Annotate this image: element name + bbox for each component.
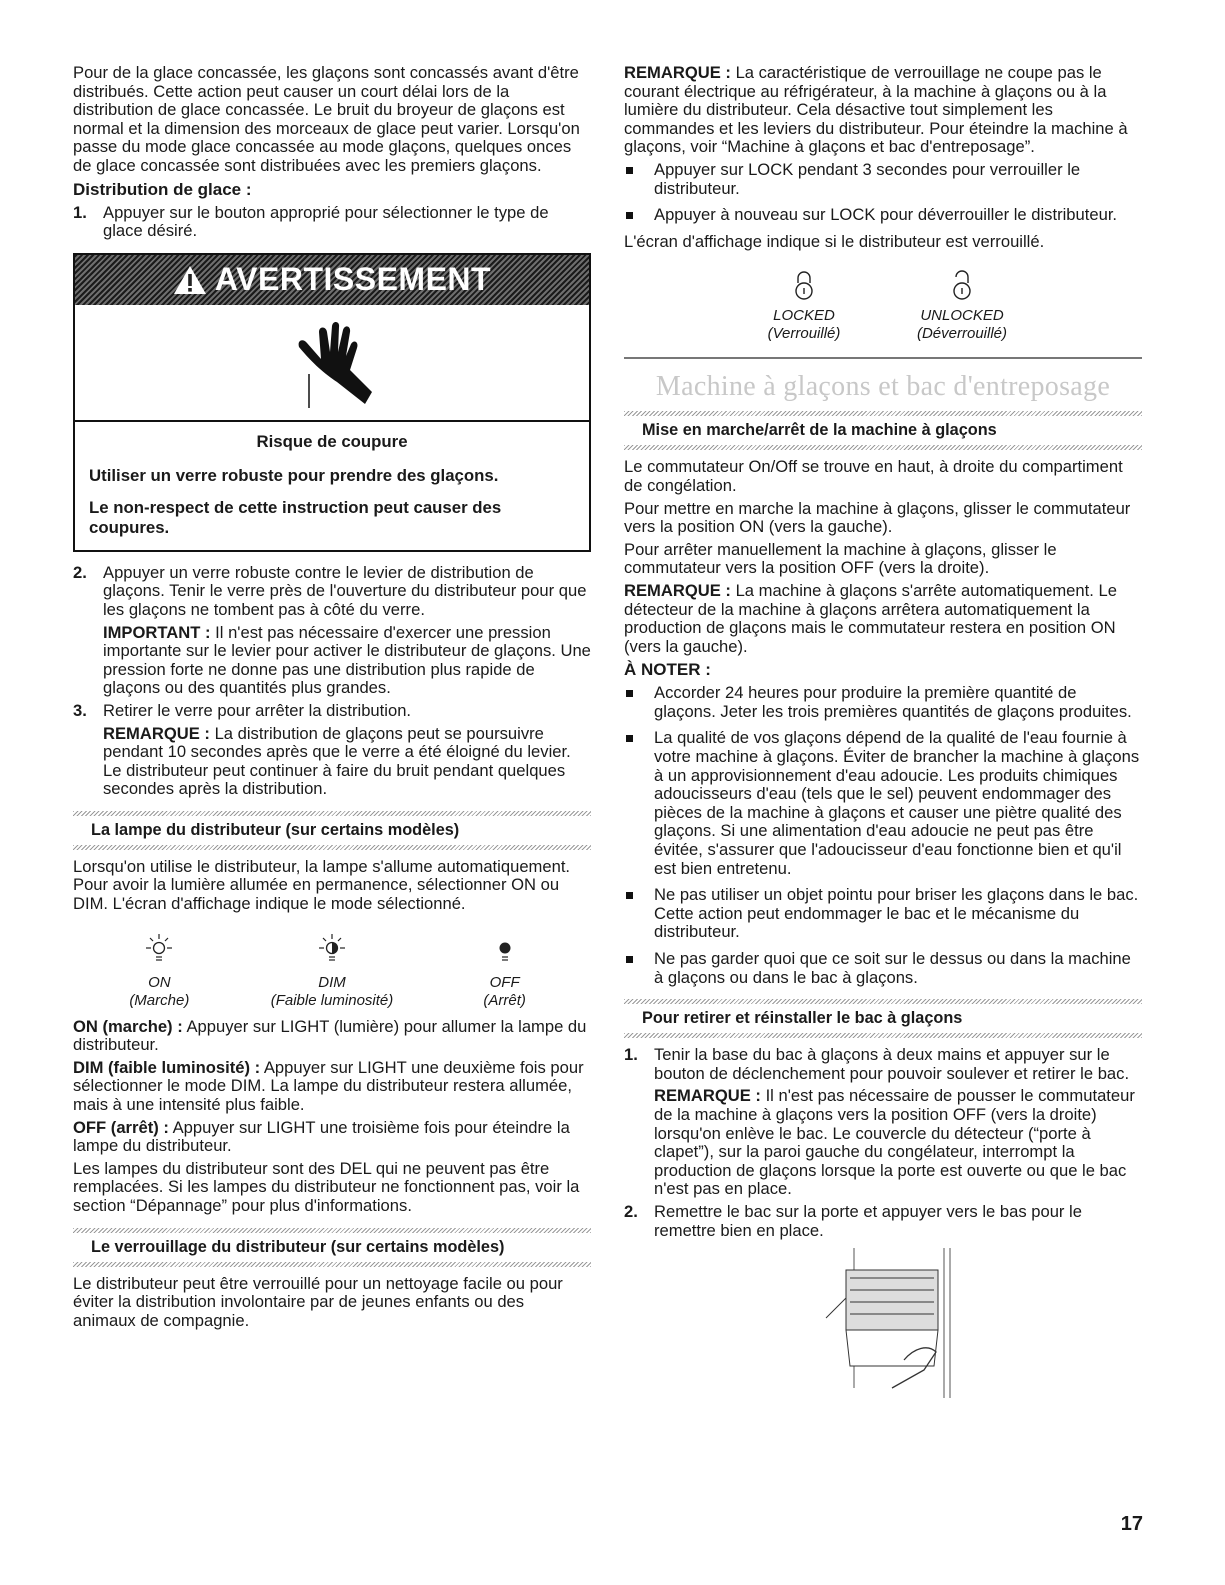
- bulb-dim-icon: [317, 932, 347, 968]
- light-on-sublabel: (Marche): [129, 991, 190, 1009]
- step-number: 2.: [73, 562, 87, 582]
- onoff-section-band: [624, 411, 1142, 450]
- remark-text: Il n'est pas nécessaire de pousser le commutateur de la machine à glaçons vers la position OFF (vers la droite) lorsqu'on enlève le bac. Le couvercle du détecteur (“porte à clapet”), sur la paroi gauche du congélateur, interrompt la production de glaçons lorsque la porte est ouverte ou que le bac n'est pas en place.: [654, 1086, 1135, 1199]
- warning-body: [75, 422, 589, 550]
- step-text: Appuyer sur le bouton approprié pour sélectionner le type de glace désiré.: [103, 202, 549, 241]
- step-number: 1.: [624, 1045, 638, 1065]
- warning-line-2: Le non-respect de cette instruction peut causer des coupures.: [89, 497, 502, 537]
- bulb-on-icon: [144, 932, 174, 968]
- step-2: [73, 564, 591, 698]
- lock-icons: [624, 269, 1142, 343]
- warning-triangle-icon: [173, 265, 207, 295]
- note-text: Accorder 24 heures pour produire la première quantité de glaçons. Jeter les trois premières quantités de glaçons produites.: [654, 683, 1132, 721]
- light-off-sublabel: (Arrêt): [483, 991, 526, 1009]
- locked-label: LOCKED: [773, 307, 835, 325]
- on-paragraph: [73, 1018, 591, 1055]
- note-item: [624, 729, 1142, 878]
- left-column: [73, 64, 591, 1334]
- warning-line-1: Utiliser un verre robuste pour prendre des glaçons.: [89, 465, 499, 485]
- step-2-important: [103, 624, 591, 698]
- page-number: 17: [1120, 1513, 1143, 1535]
- ice-bin-illustration: [824, 1248, 1142, 1403]
- note-heading: À NOTER :: [624, 660, 711, 680]
- light-mode-icons: [73, 932, 591, 1010]
- lamp-paragraph: Lorsqu'on utilise le distributeur, la lampe s'allume automatiquement. Pour avoir la lumière allumée en permanence, sélectionner ON ou DIM. L'écran d'affichage indique le mode sélectionné.: [73, 856, 571, 914]
- bin-remark: [654, 1087, 1142, 1199]
- section-title: Machine à glaçons et bac d'entreposage: [655, 371, 1111, 403]
- dim-label: DIM (faible luminosité) :: [73, 1057, 261, 1077]
- lock-remark: [624, 64, 1142, 157]
- right-column: [624, 64, 1142, 1403]
- note-item: [624, 886, 1142, 942]
- bin-section-band: [624, 999, 1142, 1038]
- light-on-label: ON: [148, 973, 171, 991]
- step-text: Tenir la base du bac à glaçons à deux mains et appuyer sur le bouton de déclenchement pour pouvoir soulever et retirer le bac.: [654, 1045, 1130, 1083]
- remark-text: La distribution de glaçons peut se poursuivre pendant 10 secondes après que le verre a été éloigné du levier. Le distributeur peut continuer à faire du bruit pendant quelques secondes après la distribution.: [103, 723, 571, 799]
- light-dim-sublabel: (Faible luminosité): [270, 991, 394, 1009]
- lock-heading: Le verrouillage du distributeur (sur certains modèles): [91, 1237, 505, 1256]
- important-label: IMPORTANT :: [103, 622, 211, 642]
- remark-label: REMARQUE :: [624, 580, 731, 600]
- display-paragraph: L'écran d'affichage indique si le distributeur est verrouillé.: [624, 231, 1045, 251]
- distribution-heading: Distribution de glace :: [73, 179, 252, 199]
- bin-heading: Pour retirer et réinstaller le bac à glaçons: [642, 1009, 963, 1028]
- onoff-paragraph-3: Pour arrêter manuellement la machine à glaçons, glisser le commutateur vers la position OFF (vers la droite).: [624, 539, 1057, 578]
- note-item: [624, 684, 1142, 721]
- lock-section-band: [73, 1228, 591, 1267]
- locked-sublabel: (Verrouillé): [767, 325, 841, 343]
- light-on-indicator: [84, 932, 234, 1010]
- bin-step-1: [624, 1046, 1142, 1199]
- light-dim-label: DIM: [318, 973, 346, 991]
- unlocked-sublabel: (Déverrouillé): [916, 325, 1008, 343]
- important-text: Il n'est pas nécessaire d'exercer une pression importante sur le levier pour activer le distributeur de glaçons. Une pression forte ne donne pas une distribution plus rapide de glaçons ou des quantités plus grandes.: [103, 622, 591, 698]
- bullet-unlock: [624, 206, 1142, 225]
- warning-risk: Risque de coupure: [256, 431, 408, 451]
- lamp-heading: La lampe du distributeur (sur certains modèles): [91, 820, 460, 839]
- cut-hazard-icon: [75, 305, 589, 422]
- off-text: Appuyer sur LIGHT une troisième fois pour éteindre la lampe du distributeur.: [73, 1117, 570, 1156]
- on-text: Appuyer sur LIGHT (lumière) pour allumer la lampe du distributeur.: [73, 1016, 587, 1055]
- step-3: [73, 702, 591, 799]
- step-3-remark: [103, 725, 591, 799]
- bullet-text: Appuyer à nouveau sur LOCK pour déverrouiller le distributeur.: [654, 205, 1118, 225]
- dim-paragraph: [73, 1059, 591, 1115]
- unlocked-indicator: [902, 269, 1022, 343]
- bulb-off-icon: [490, 932, 520, 968]
- remark-label: REMARQUE :: [654, 1086, 761, 1106]
- remark-text: La caractéristique de verrouillage ne coupe pas le courant électrique au réfrigérateur, à la machine à glaçons ou à la lumière du distributeur. Cela désactive tout simplement les commandes et les leviers du distributeur. Pour éteindre la machine à glaçons, voir “Machine à glaçons et bac d'entreposage”.: [624, 63, 1128, 157]
- warning-box: [73, 253, 591, 552]
- warning-title: AVERTISSEMENT: [214, 261, 492, 298]
- step-1: [73, 204, 591, 241]
- onoff-paragraph-2: Pour mettre en marche la machine à glaçons, glisser le commutateur vers la position ON (vers la gauche).: [624, 498, 1131, 537]
- unlocked-label: UNLOCKED: [920, 307, 1004, 325]
- padlock-locked-icon: [792, 269, 816, 301]
- remark-label: REMARQUE :: [103, 723, 210, 743]
- onoff-paragraph-1: Le commutateur On/Off se trouve en haut, à droite du compartiment de congélation.: [624, 457, 1123, 495]
- onoff-heading: Mise en marche/arrêt de la machine à glaçons: [642, 421, 997, 440]
- note-text: Ne pas utiliser un objet pointu pour briser les glaçons dans le bac. Cette action peut endommager le bac et le mécanisme du distributeur.: [654, 885, 1139, 942]
- light-off-label: OFF: [489, 973, 520, 991]
- lock-paragraph: Le distributeur peut être verrouillé pour un nettoyage facile ou pour éviter la distribution involontaire par de jeunes enfants ou des animaux de compagnie.: [73, 1273, 563, 1330]
- padlock-unlocked-icon: [950, 269, 974, 301]
- locked-indicator: [744, 269, 864, 343]
- step-number: 1.: [73, 202, 87, 222]
- bullet-lock: [624, 161, 1142, 198]
- step-text: Retirer le verre pour arrêter la distribution.: [103, 700, 412, 720]
- step-text: Remettre le bac sur la porte et appuyer vers le bas pour le remettre bien en place.: [654, 1201, 1082, 1240]
- step-text: Appuyer un verre robuste contre le levier de distribution de glaçons. Tenir le verre près de l'ouverture du distributeur pour que les glaçons ne tombent pas à côté du verre.: [103, 562, 587, 619]
- intro-paragraph: Pour de la glace concassée, les glaçons sont concassés avant d'être distribués. Cette action peut causer un court délai lors de la distribution de glace concassée. Le bruit du broyeur de glaçons est normal et la dimension des morceaux de glace peut varier. Lorsqu'on passe du mode glace concassée au mode glaçons, quelques onces de glace concassée sont distribuées avec les premiers glaçons.: [73, 63, 580, 175]
- section-header: [624, 357, 1142, 409]
- note-text: La qualité de vos glaçons dépend de la qualité de l'eau fournie à votre machine à glaçons. Éviter de brancher la machine à glaçons à un approvisionnement d'eau adoucie. Les produits chimiques adoucisseurs d'eau (tels que le sel) peuvent endommager des pièces de la machine à glaçons et causer une piètre qualité des glaçons. Si une alimentation d'eau adoucie ne peut pas être évitée, s'assurer que l'adoucisseur d'eau fonctionne bien et qu'il est bien entretenu.: [654, 728, 1140, 878]
- light-dim-indicator: [257, 932, 407, 1010]
- off-paragraph: [73, 1119, 591, 1156]
- dim-text: Appuyer sur LIGHT une deuxième fois pour sélectionner le mode DIM. La lampe du distributeur restera allumée, mais à une intensité plus faible.: [73, 1057, 584, 1115]
- led-paragraph: Les lampes du distributeur sont des DEL qui ne peuvent pas être remplacées. Si les lampes du distributeur ne fonctionnent pas, voir la section “Dépannage” pour plus d'informations.: [73, 1158, 580, 1215]
- bin-step-2: [624, 1203, 1142, 1240]
- onoff-remark: [624, 582, 1142, 656]
- off-label: OFF (arrêt) :: [73, 1117, 169, 1137]
- step-number: 3.: [73, 700, 87, 720]
- lamp-section-band: [73, 811, 591, 850]
- step-number: 2.: [624, 1201, 638, 1221]
- bullet-text: Appuyer sur LOCK pendant 3 secondes pour verrouiller le distributeur.: [654, 159, 1081, 198]
- remark-label: REMARQUE :: [624, 63, 731, 82]
- on-label: ON (marche) :: [73, 1016, 183, 1036]
- light-off-indicator: [430, 932, 580, 1010]
- warning-header: [75, 255, 589, 305]
- remark-text: La machine à glaçons s'arrête automatiquement. Le détecteur de la machine à glaçons arrêtera automatiquement la production de glaçons mais le commutateur restera en position ON (vers la gauche).: [624, 580, 1117, 656]
- note-text: Ne pas garder quoi que ce soit sur le dessus ou dans la machine à glaçons ou dans le bac à glaçons.: [654, 949, 1131, 987]
- note-item: [624, 950, 1142, 987]
